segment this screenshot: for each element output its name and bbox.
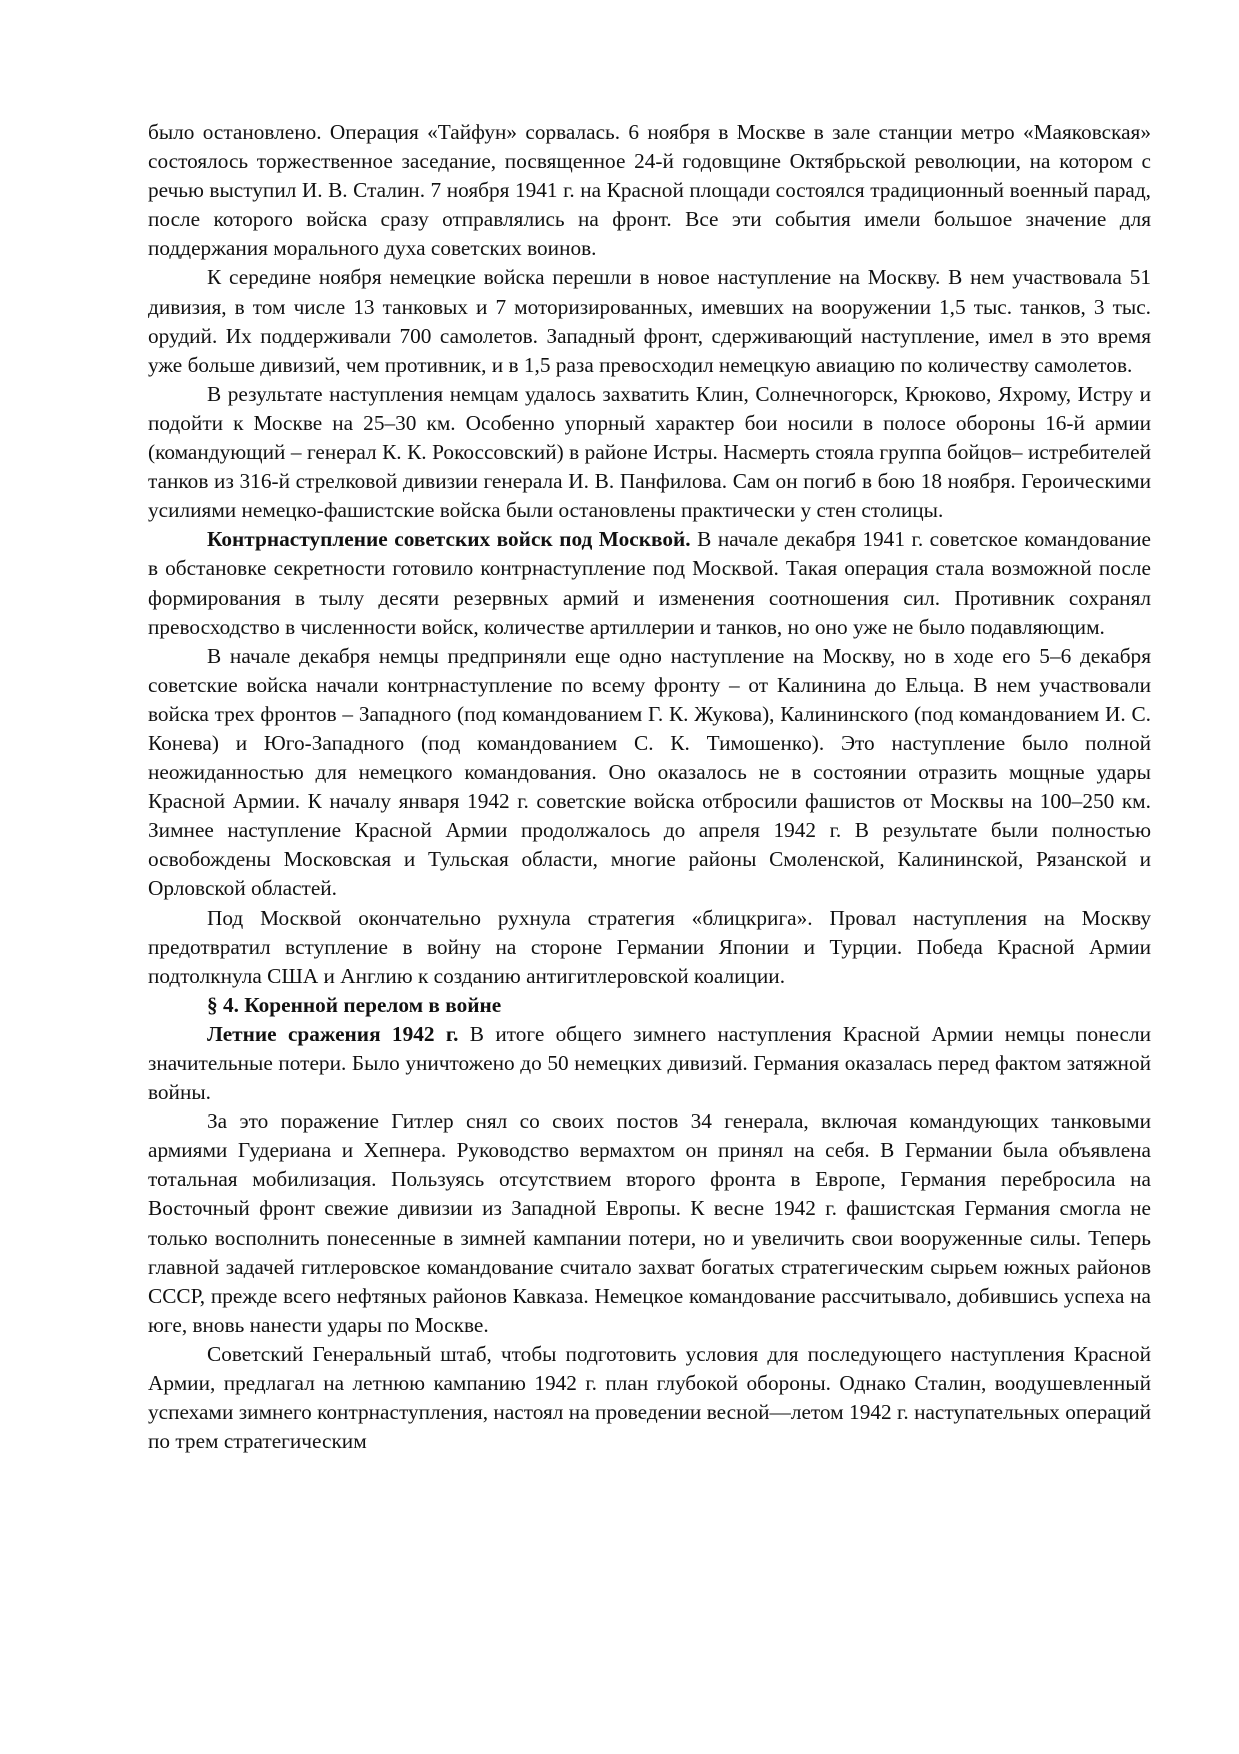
section-heading: § 4. Коренной перелом в войне <box>207 992 502 1017</box>
paragraph <box>148 1020 1151 1107</box>
document-page <box>148 118 1151 1456</box>
paragraph <box>148 525 1151 641</box>
paragraph: было остановлено. Операция «Тайфун» сорвалась. 6 ноября в Москве в зале станции метро «Маяковская» состоялось торжественное заседание, посвященное 24-й годовщине Октябрьской революции, на котором с речью выступил И. В. Сталин. 7 ноября 1941 г. на Красной площади состоялся традиционный военный парад, после которого войска сразу отправлялись на фронт. Все эти события имели большое значение для поддержания морального духа советских воинов. <box>148 120 1151 261</box>
paragraph: К середине ноября немецкие войска перешли в новое наступление на Москву. В нем участвовала 51 дивизия, в том числе 13 танковых и 7 моторизированных, имевших на вооружении 1,5 тыс. танков, 3 тыс. орудий. Их поддерживали 700 самолетов. Западный фронт, сдерживающий наступление, имел в это время уже больше дивизий, чем противник, и в 1,5 раза превосходил немецкую авиацию по количеству самолетов. <box>148 265 1151 377</box>
paragraph: В начале декабря немцы предприняли еще одно наступление на Москву, но в ходе его 5–6 декабря советские войска начали контрнаступление по всему фронту – от Калинина до Ельца. В нем участвовали войска трех фронтов – Западного (под командованием Г. К. Жукова), Калининского (под командованием И. С. Конева) и Юго-Западного (под командованием С. К. Тимошенко). Это наступление было полной неожиданностью для немецкого командования. Оно оказалось не в состоянии отразить мощные удары Красной Армии. К началу января 1942 г. советские войска отбросили фашистов от Москвы на 100–250 км. Зимнее наступление Красной Армии продолжалось до апреля 1942 г. В результате были полностью освобождены Московская и Тульская области, многие районы Смоленской, Калининской, Рязанской и Орловской областей. <box>148 643 1151 901</box>
paragraph: За это поражение Гитлер снял со своих постов 34 генерала, включая командующих танковыми армиями Гудериана и Хепнера. Руководство вермахтом он принял на себя. В Германии была объявлена тотальная мобилизация. Пользуясь отсутствием второго фронта в Европе, Германия перебросила на Восточный фронт свежие дивизии из Западной Европы. К весне 1942 г. фашистская Германия смогла не только восполнить понесенные в зимней кампании потери, но и увеличить свои вооруженные силы. Теперь главной задачей гитлеровское командование считало захват богатых стратегическим сырьем южных районов СССР, прежде всего нефтяных районов Кавказа. Немецкое командование рассчитывало, добившись успеха на юге, вновь нанести удары по Москве. <box>148 1109 1151 1337</box>
paragraph: В результате наступления немцам удалось захватить Клин, Солнечногорск, Крюково, Яхрому, Истру и подойти к Москве на 25–30 км. Особенно упорный характер бои носили в полосе обороны 16-й армии (командующий – генерал К. К. Рокоссовский) в районе Истры. Насмерть стояла группа бойцов– истребителей танков из 316-й стрелковой дивизии генерала И. В. Панфилова. Сам он погиб в бою 18 ноября. Героическими усилиями немецко-фашистские войска были остановлены практически у стен столицы. <box>148 381 1151 523</box>
paragraph: Советский Генеральный штаб, чтобы подготовить условия для последующего наступления Красной Армии, предлагал на летнюю кампанию 1942 г. план глубокой обороны. Однако Сталин, воодушевленный успехами зимнего контрнаступления, настоял на проведении весной—летом 1942 г. наступательных операций по трем стратегическим <box>148 1341 1151 1454</box>
paragraph-text: В итоге общего зимнего наступления Красной Армии немцы понесли значительные потери. Было уничтожено до 50 немецких дивизий. Германия оказалась перед фактом затяжной войны. <box>148 1021 1151 1105</box>
paragraph: Под Москвой окончательно рухнула стратегия «блицкрига». Провал наступления на Москву предотвратил вступление в войну на стороне Германии Японии и Турции. Победа Красной Армии подтолкнула США и Англию к созданию антигитлеровской коалиции. <box>148 905 1151 988</box>
paragraph-bold-lead: Летние сражения 1942 г. <box>207 1021 459 1046</box>
paragraph-bold-lead: Контрнаступление советских войск под Москвой. <box>207 527 691 552</box>
paragraph-text: В начале декабря 1941 г. советское командование в обстановке секретности готовило контрнаступление под Москвой. Такая операция стала возможной после формирования в тылу десяти резервных армий и изменения соотношения сил. Противник сохранял превосходство в численности войск, количестве артиллерии и танков, но оно уже не было подавляющим. <box>148 527 1151 639</box>
